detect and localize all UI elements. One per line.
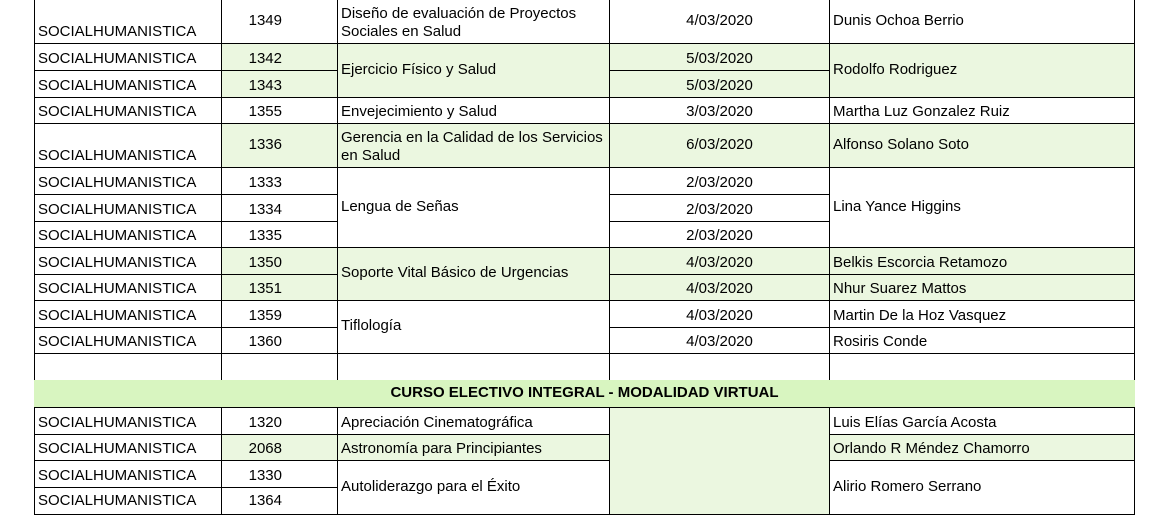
teacher-cell: Lina Yance Higgins [829, 167, 1135, 248]
code-cell: 1334 [221, 194, 338, 222]
code-cell: 1351 [221, 274, 338, 301]
area-cell: SOCIALHUMANISTICA [34, 274, 222, 301]
course-cell: Ejercicio Físico y Salud [337, 43, 610, 98]
date-cell: 4/03/2020 [609, 247, 830, 275]
course-cell: Astronomía para Principiantes [337, 434, 610, 461]
area-cell: SOCIALHUMANISTICA [34, 167, 222, 195]
area-cell: SOCIALHUMANISTICA [34, 97, 222, 124]
date-cell [609, 407, 830, 515]
course-cell: Gerencia en la Calidad de los Servicios en Salud [337, 123, 610, 168]
empty-cell [829, 353, 1135, 381]
code-cell: 1333 [221, 167, 338, 195]
date-cell: 2/03/2020 [609, 194, 830, 222]
teacher-cell: Belkis Escorcia Retamozo [829, 247, 1135, 275]
date-cell: 4/03/2020 [609, 0, 830, 44]
course-cell: Lengua de Señas [337, 167, 610, 248]
teacher-cell: Luis Elías García Acosta [829, 407, 1135, 435]
code-cell: 1330 [221, 460, 338, 488]
date-cell: 3/03/2020 [609, 97, 830, 124]
area-cell: SOCIALHUMANISTICA [34, 70, 222, 98]
date-cell: 6/03/2020 [609, 123, 830, 168]
course-cell: Apreciación Cinematográfica [337, 407, 610, 435]
area-cell: SOCIALHUMANISTICA [34, 194, 222, 222]
course-cell: Envejecimiento y Salud [337, 97, 610, 124]
area-cell: SOCIALHUMANISTICA [34, 43, 222, 71]
date-cell: 4/03/2020 [609, 327, 830, 354]
code-cell: 1359 [221, 300, 338, 328]
teacher-cell: Martin De la Hoz Vasquez [829, 300, 1135, 328]
area-cell: SOCIALHUMANISTICA [34, 221, 222, 248]
code-cell: 1343 [221, 70, 338, 98]
code-cell: 1350 [221, 247, 338, 275]
area-cell: SOCIALHUMANISTICA [34, 0, 222, 44]
teacher-cell: Dunis Ochoa Berrio [829, 0, 1135, 44]
area-cell: SOCIALHUMANISTICA [34, 327, 222, 354]
area-cell: SOCIALHUMANISTICA [34, 123, 222, 168]
date-cell: 2/03/2020 [609, 167, 830, 195]
empty-cell [221, 353, 338, 381]
code-cell: 1342 [221, 43, 338, 71]
code-cell: 2068 [221, 434, 338, 461]
teacher-cell: Alfonso Solano Soto [829, 123, 1135, 168]
teacher-cell: Martha Luz Gonzalez Ruiz [829, 97, 1135, 124]
area-cell: SOCIALHUMANISTICA [34, 300, 222, 328]
area-cell: SOCIALHUMANISTICA [34, 407, 222, 435]
code-cell: 1360 [221, 327, 338, 354]
course-cell: Soporte Vital Básico de Urgencias [337, 247, 610, 301]
section-header: CURSO ELECTIVO INTEGRAL - MODALIDAD VIRTUAL [34, 380, 1135, 408]
code-cell: 1335 [221, 221, 338, 248]
course-cell: Diseño de evaluación de Proyectos Sociales en Salud [337, 0, 610, 44]
date-cell: 4/03/2020 [609, 300, 830, 328]
date-cell: 5/03/2020 [609, 43, 830, 71]
empty-cell [337, 353, 610, 381]
code-cell: 1320 [221, 407, 338, 435]
date-cell: 5/03/2020 [609, 70, 830, 98]
empty-cell [609, 353, 830, 381]
code-cell: 1355 [221, 97, 338, 124]
area-cell: SOCIALHUMANISTICA [34, 460, 222, 488]
teacher-cell: Rodolfo Rodriguez [829, 43, 1135, 98]
course-cell: Tiflología [337, 300, 610, 354]
area-cell: SOCIALHUMANISTICA [34, 434, 222, 461]
empty-cell [34, 353, 222, 381]
course-cell: Autoliderazgo para el Éxito [337, 460, 610, 515]
code-cell: 1349 [221, 0, 338, 44]
date-cell: 4/03/2020 [609, 274, 830, 301]
teacher-cell: Alirio Romero Serrano [829, 460, 1135, 515]
code-cell: 1364 [221, 487, 338, 515]
area-cell: SOCIALHUMANISTICA [34, 487, 222, 515]
area-cell: SOCIALHUMANISTICA [34, 247, 222, 275]
date-cell: 2/03/2020 [609, 221, 830, 248]
teacher-cell: Orlando R Méndez Chamorro [829, 434, 1135, 461]
teacher-cell: Nhur Suarez Mattos [829, 274, 1135, 301]
teacher-cell: Rosiris Conde [829, 327, 1135, 354]
code-cell: 1336 [221, 123, 338, 168]
